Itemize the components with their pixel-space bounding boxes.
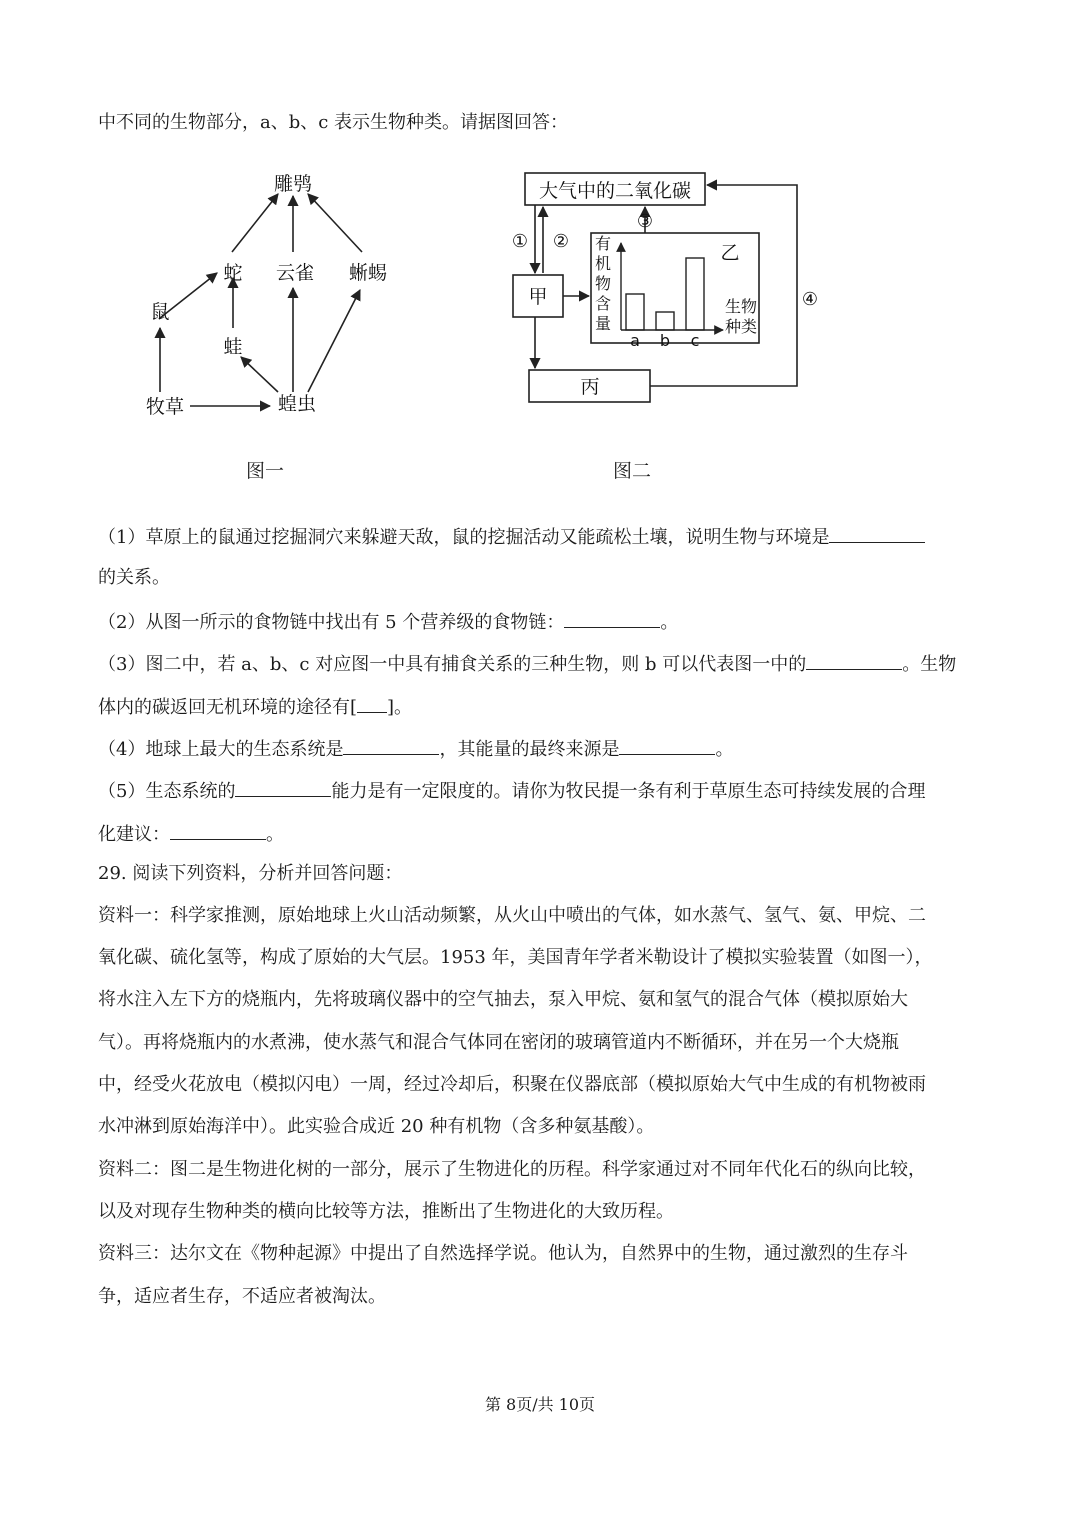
question-2 — [98, 609, 678, 634]
material-line: 水冲淋到原始海洋中）。此实验合成近 20 种有机物（含多种氨基酸）。 — [98, 1116, 655, 1137]
chart-xlabel-1: 生物 — [724, 297, 758, 316]
chart-ylabel-char: 含 — [594, 294, 612, 313]
q4-answer-blank-1[interactable] — [343, 736, 439, 755]
q2-answer-blank[interactable] — [564, 609, 660, 628]
material-line: 中，经受火花放电（模拟闪电）一周，经过冷却后，积聚在仪器底部（模拟原始大气中生成的有机物被雨 — [98, 1074, 926, 1095]
yi-label: 乙 — [720, 242, 740, 264]
jia-label: 甲 — [528, 286, 548, 308]
material-line: 氧化碳、硫化氢等，构成了原始的大气层。1953 年，美国青年学者米勒设计了模拟实验装置（如图一）， — [98, 947, 933, 968]
question-5-line-2 — [98, 821, 284, 846]
label-circle-3: ③ — [636, 211, 654, 232]
bing-label: 丙 — [580, 376, 600, 398]
chart-ylabel-char: 有 — [594, 234, 612, 253]
chart-ylabel-char: 量 — [594, 314, 612, 333]
material-line: 气）。再将烧瓶内的水煮沸，使水蒸气和混合气体同在密闭的玻璃管道内不断循环，并在另一个大烧瓶 — [98, 1032, 899, 1053]
q5-text-2: 能力是有一定限度的。请你为牧民提一条有利于草原生态可持续发展的合理 — [331, 781, 926, 802]
question-1-line-1 — [98, 524, 925, 549]
material-line: 争，适应者生存，不适应者被淘汰。 — [98, 1286, 386, 1307]
q3-text-4: ]。 — [387, 697, 413, 718]
bar-label-a: a — [630, 331, 640, 350]
label-circle-1: ① — [511, 231, 529, 252]
q1-answer-blank[interactable] — [829, 524, 925, 543]
q4-answer-blank-2[interactable] — [619, 736, 715, 755]
q4-text-2: ，其能量的最终来源是 — [439, 739, 620, 760]
node-diaoxiao: 雕鸮 — [273, 173, 313, 195]
bar-b — [656, 312, 674, 330]
q2-end: 。 — [660, 612, 679, 633]
material-line: 资料二：图二是生物进化树的一部分，展示了生物进化的历程。科学家通过对不同年代化石的纵向比较， — [98, 1159, 926, 1180]
node-mucao: 牧草 — [145, 396, 185, 418]
node-wa: 蛙 — [223, 336, 243, 358]
question-3-line-1 — [98, 651, 956, 676]
material-line: 资料三：达尔文在《物种起源》中提出了自然选择学说。他认为，自然界中的生物，通过激烈的生存斗 — [98, 1243, 908, 1264]
figure-2-carbon-cycle — [505, 165, 835, 415]
bar-label-c: c — [690, 331, 700, 350]
label-circle-4: ④ — [801, 289, 819, 310]
chart-xlabel-2: 种类 — [724, 317, 758, 336]
chart-ylabel-char: 机 — [594, 254, 612, 273]
chart-ylabel-char: 物 — [594, 274, 612, 293]
figure-2-caption: 图二 — [613, 460, 652, 482]
question-1-line-2: 的关系。 — [98, 567, 170, 588]
page-footer: 第 8页/共 10页 — [484, 1395, 596, 1414]
q1-text: （1）草原上的鼠通过挖掘洞穴来躲避天敌，鼠的挖掘活动又能疏松土壤，说明生物与环境是 — [98, 527, 830, 548]
q2-text: （2）从图一所示的食物链中找出有 5 个营养级的食物链： — [98, 612, 565, 633]
q5-answer-blank-2[interactable] — [170, 821, 266, 840]
atmosphere-label: 大气中的二氧化碳 — [538, 180, 692, 202]
bar-c — [686, 258, 704, 330]
node-huangchong: 蝗虫 — [277, 393, 317, 415]
node-she: 蛇 — [223, 262, 243, 284]
question-3-line-2 — [98, 694, 412, 719]
q5-answer-blank-1[interactable] — [235, 778, 331, 797]
q5-text-4: 。 — [266, 824, 284, 845]
bar-label-b: b — [659, 331, 671, 350]
q5-text-3: 化建议： — [98, 824, 170, 845]
q3-text-2: 。生物 — [902, 654, 957, 675]
material-line: 将水注入左下方的烧瓶内，先将玻璃仪器中的空气抽去，泵入甲烷、氨和氢气的混合气体（模拟原始大 — [98, 989, 908, 1010]
q3-text: （3）图二中，若 a、b、c 对应图一中具有捕食关系的三种生物，则 b 可以代表图一中的 — [98, 654, 807, 675]
question-5-line-1 — [98, 778, 925, 803]
question-4 — [98, 736, 733, 761]
node-yunque: 云雀 — [275, 262, 315, 284]
question-29-title: 29. 阅读下列资料，分析并回答问题： — [98, 863, 403, 884]
figure-1-food-web — [130, 160, 420, 430]
q5-text: （5）生态系统的 — [98, 781, 236, 802]
node-shu: 鼠 — [150, 301, 170, 323]
q3-text-3: 体内的碳返回无机环境的途径有[ — [98, 697, 358, 718]
label-circle-2: ② — [552, 231, 570, 252]
q3-answer-blank-1[interactable] — [806, 651, 902, 670]
intro-text: 中不同的生物部分，a、b、c 表示生物种类。请据图回答： — [98, 112, 569, 133]
q4-text: （4）地球上最大的生态系统是 — [98, 739, 344, 760]
figure-1-caption: 图一 — [246, 460, 285, 482]
material-line: 以及对现存生物种类的横向比较等方法，推断出了生物进化的大致历程。 — [98, 1201, 674, 1222]
node-xiyi: 蜥蜴 — [348, 262, 388, 284]
q4-text-3: 。 — [715, 739, 734, 760]
bar-a — [626, 294, 644, 330]
material-line: 资料一：科学家推测，原始地球上火山活动频繁，从火山中喷出的气体，如水蒸气、氢气、氨、甲烷、二 — [98, 905, 926, 926]
q3-answer-blank-2[interactable] — [357, 694, 387, 713]
